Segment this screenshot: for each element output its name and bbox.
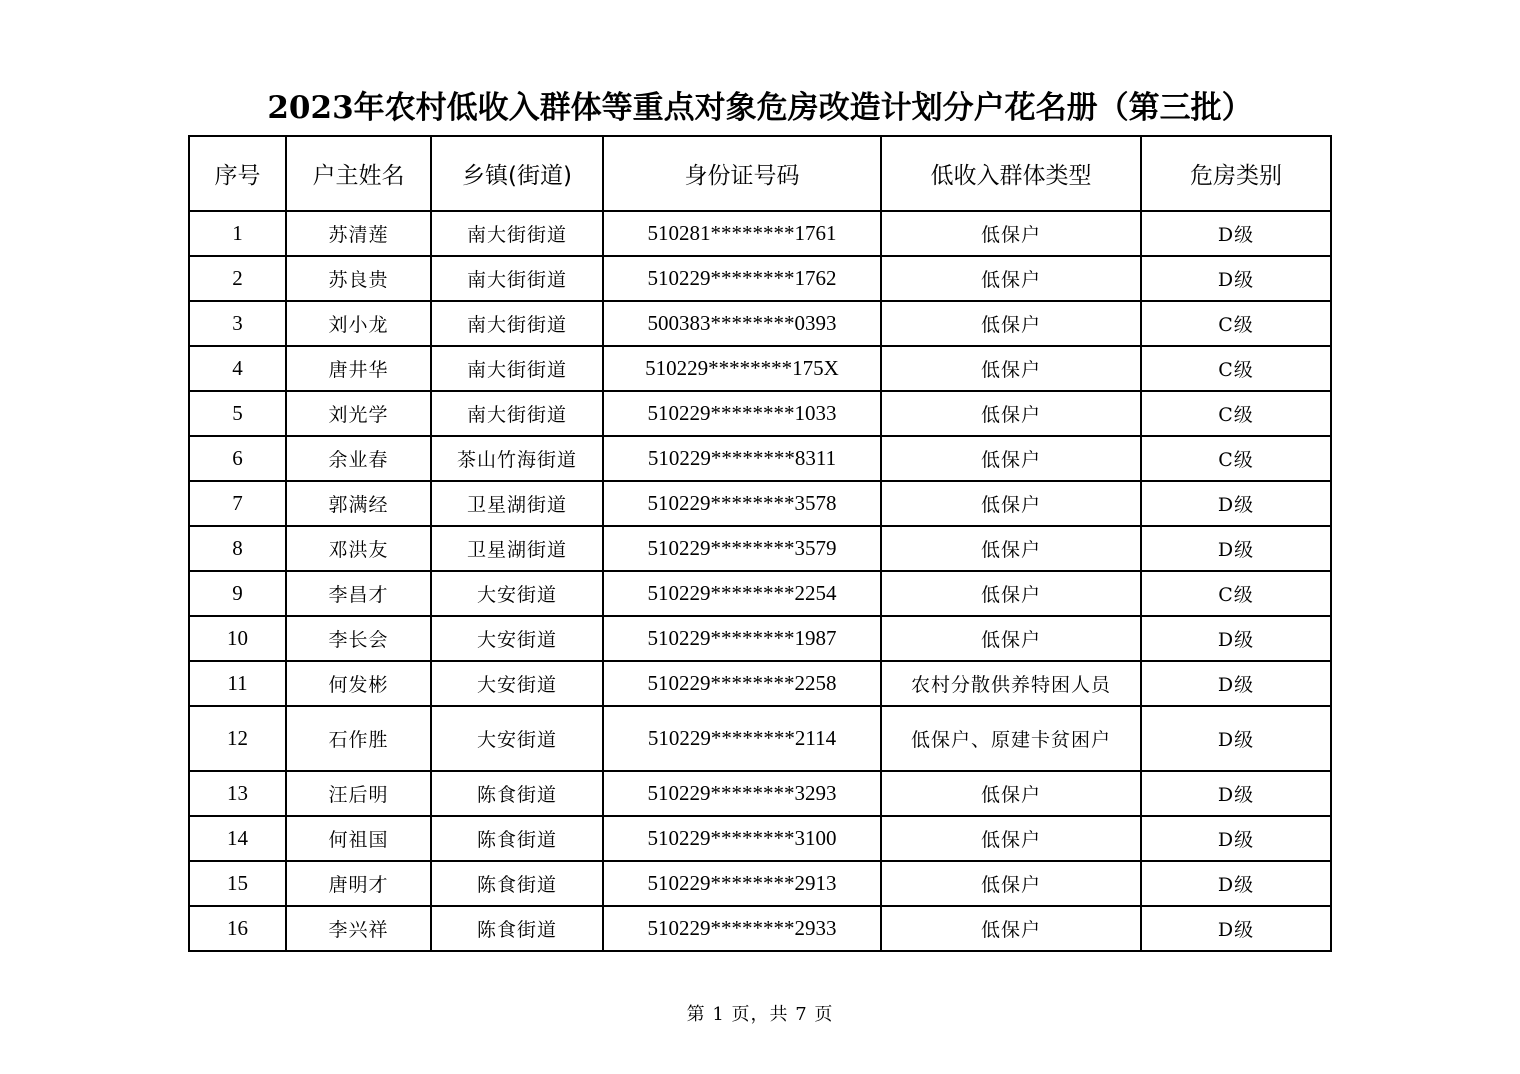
cell-id-number: 510229********2933	[603, 906, 881, 951]
cell-low-income-type: 低保户	[881, 211, 1141, 256]
cell-low-income-type: 低保户	[881, 861, 1141, 906]
cell-town: 陈食街道	[431, 906, 603, 951]
cell-id-number: 510229********3579	[603, 526, 881, 571]
cell-householder-name: 何发彬	[286, 661, 431, 706]
table-body	[189, 211, 1331, 951]
header-index: 序号	[189, 136, 286, 211]
cell-hazard-class: C级	[1141, 571, 1331, 616]
cell-householder-name: 余业春	[286, 436, 431, 481]
cell-householder-name: 刘小龙	[286, 301, 431, 346]
cell-town: 南大街街道	[431, 346, 603, 391]
table-row	[189, 661, 1331, 706]
cell-hazard-class: D级	[1141, 706, 1331, 771]
cell-town: 卫星湖街道	[431, 481, 603, 526]
cell-town: 大安街道	[431, 706, 603, 771]
cell-householder-name: 李兴祥	[286, 906, 431, 951]
table-row	[189, 346, 1331, 391]
cell-town: 南大街街道	[431, 301, 603, 346]
cell-hazard-class: D级	[1141, 771, 1331, 816]
cell-hazard-class: D级	[1141, 481, 1331, 526]
table-row	[189, 861, 1331, 906]
cell-hazard-class: D级	[1141, 661, 1331, 706]
cell-town: 大安街道	[431, 661, 603, 706]
table-row	[189, 571, 1331, 616]
cell-id-number: 510229********175X	[603, 346, 881, 391]
cell-index: 5	[189, 391, 286, 436]
cell-index: 3	[189, 301, 286, 346]
cell-town: 大安街道	[431, 571, 603, 616]
cell-low-income-type: 低保户	[881, 616, 1141, 661]
table-header-row	[189, 136, 1331, 211]
cell-index: 13	[189, 771, 286, 816]
table-row	[189, 616, 1331, 661]
cell-index: 8	[189, 526, 286, 571]
cell-index: 12	[189, 706, 286, 771]
cell-index: 15	[189, 861, 286, 906]
cell-householder-name: 唐井华	[286, 346, 431, 391]
cell-index: 14	[189, 816, 286, 861]
cell-householder-name: 郭满经	[286, 481, 431, 526]
cell-id-number: 510229********3293	[603, 771, 881, 816]
cell-low-income-type: 低保户	[881, 526, 1141, 571]
cell-id-number: 510229********8311	[603, 436, 881, 481]
cell-low-income-type: 低保户	[881, 346, 1141, 391]
cell-town: 陈食街道	[431, 816, 603, 861]
cell-index: 2	[189, 256, 286, 301]
household-roster-table	[188, 135, 1332, 952]
table-row	[189, 391, 1331, 436]
cell-hazard-class: D级	[1141, 816, 1331, 861]
cell-householder-name: 石作胜	[286, 706, 431, 771]
cell-hazard-class: D级	[1141, 616, 1331, 661]
page-title: 2023年农村低收入群体等重点对象危房改造计划分户花名册（第三批）	[267, 90, 1253, 126]
cell-hazard-class: C级	[1141, 436, 1331, 481]
cell-low-income-type: 低保户	[881, 481, 1141, 526]
cell-low-income-type: 低保户	[881, 301, 1141, 346]
cell-id-number: 510229********1762	[603, 256, 881, 301]
table-row	[189, 256, 1331, 301]
cell-town: 陈食街道	[431, 861, 603, 906]
cell-index: 16	[189, 906, 286, 951]
header-id-number: 身份证号码	[603, 136, 881, 211]
cell-index: 9	[189, 571, 286, 616]
cell-town: 茶山竹海街道	[431, 436, 603, 481]
cell-low-income-type: 低保户、原建卡贫困户	[881, 706, 1141, 771]
cell-householder-name: 汪后明	[286, 771, 431, 816]
cell-low-income-type: 低保户	[881, 906, 1141, 951]
cell-low-income-type: 低保户	[881, 256, 1141, 301]
cell-low-income-type: 低保户	[881, 391, 1141, 436]
cell-index: 1	[189, 211, 286, 256]
cell-low-income-type: 低保户	[881, 571, 1141, 616]
cell-id-number: 510229********2258	[603, 661, 881, 706]
cell-id-number: 510229********3578	[603, 481, 881, 526]
cell-householder-name: 苏良贵	[286, 256, 431, 301]
page-footer: 第 1 页，共 7 页	[686, 1004, 834, 1025]
cell-low-income-type: 农村分散供养特困人员	[881, 661, 1141, 706]
cell-index: 10	[189, 616, 286, 661]
cell-householder-name: 苏清莲	[286, 211, 431, 256]
table-row	[189, 526, 1331, 571]
cell-householder-name: 李长会	[286, 616, 431, 661]
table-row	[189, 211, 1331, 256]
cell-hazard-class: C级	[1141, 301, 1331, 346]
table-row	[189, 301, 1331, 346]
cell-town: 南大街街道	[431, 211, 603, 256]
cell-hazard-class: D级	[1141, 861, 1331, 906]
cell-low-income-type: 低保户	[881, 816, 1141, 861]
cell-index: 6	[189, 436, 286, 481]
cell-low-income-type: 低保户	[881, 436, 1141, 481]
cell-town: 南大街街道	[431, 391, 603, 436]
header-town: 乡镇(街道)	[431, 136, 603, 211]
cell-householder-name: 邓洪友	[286, 526, 431, 571]
header-low-income-type: 低收入群体类型	[881, 136, 1141, 211]
table-row	[189, 906, 1331, 951]
cell-town: 卫星湖街道	[431, 526, 603, 571]
cell-id-number: 510229********2114	[603, 706, 881, 771]
table-row	[189, 436, 1331, 481]
cell-hazard-class: D级	[1141, 526, 1331, 571]
cell-town: 南大街街道	[431, 256, 603, 301]
cell-id-number: 510229********1987	[603, 616, 881, 661]
cell-hazard-class: D级	[1141, 211, 1331, 256]
cell-householder-name: 何祖国	[286, 816, 431, 861]
table-row	[189, 816, 1331, 861]
header-hazard-class: 危房类别	[1141, 136, 1331, 211]
header-householder-name: 户主姓名	[286, 136, 431, 211]
cell-index: 11	[189, 661, 286, 706]
cell-hazard-class: D级	[1141, 906, 1331, 951]
cell-id-number: 510281********1761	[603, 211, 881, 256]
table-row	[189, 706, 1331, 771]
cell-index: 4	[189, 346, 286, 391]
cell-id-number: 510229********1033	[603, 391, 881, 436]
cell-householder-name: 刘光学	[286, 391, 431, 436]
table-row	[189, 771, 1331, 816]
cell-id-number: 510229********2254	[603, 571, 881, 616]
cell-id-number: 500383********0393	[603, 301, 881, 346]
table-row	[189, 481, 1331, 526]
cell-hazard-class: D级	[1141, 256, 1331, 301]
cell-hazard-class: C级	[1141, 391, 1331, 436]
cell-town: 陈食街道	[431, 771, 603, 816]
cell-householder-name: 李昌才	[286, 571, 431, 616]
cell-householder-name: 唐明才	[286, 861, 431, 906]
cell-index: 7	[189, 481, 286, 526]
cell-town: 大安街道	[431, 616, 603, 661]
cell-id-number: 510229********2913	[603, 861, 881, 906]
cell-id-number: 510229********3100	[603, 816, 881, 861]
cell-hazard-class: C级	[1141, 346, 1331, 391]
cell-low-income-type: 低保户	[881, 771, 1141, 816]
